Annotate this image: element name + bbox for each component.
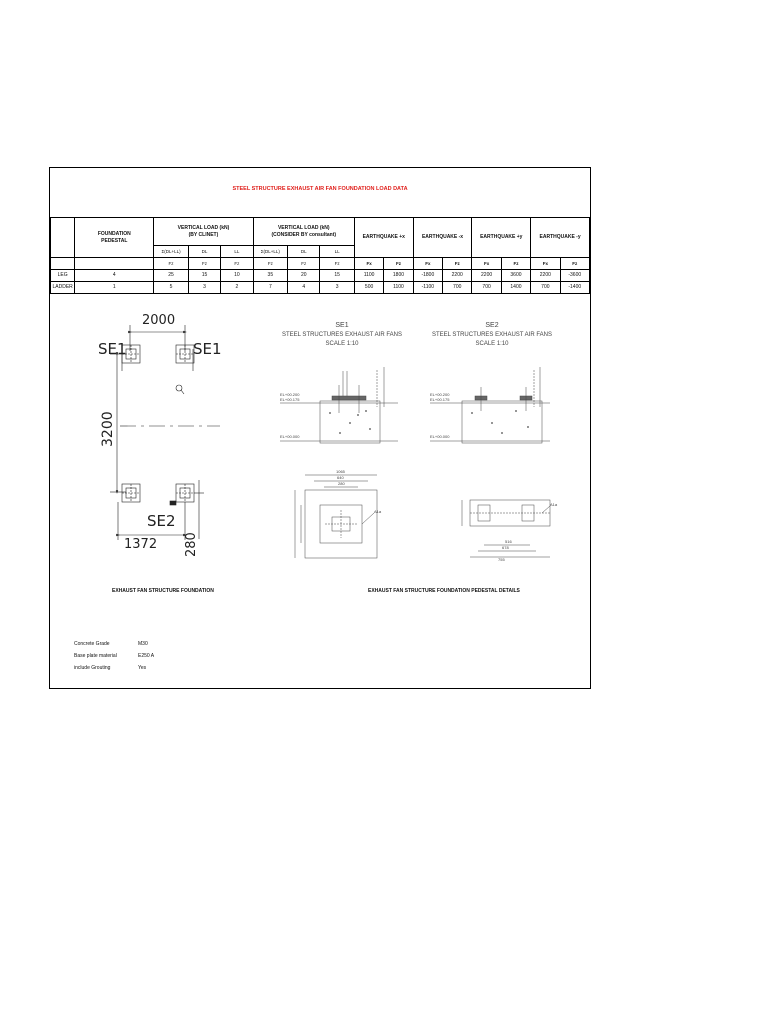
drawings-svg xyxy=(50,295,590,690)
component-cell: Fz xyxy=(288,258,320,270)
col-header-eq-plus-y: EARTHQUAKE +y xyxy=(472,218,531,258)
svg-text:EL+00.175: EL+00.175 xyxy=(280,397,300,402)
component-cell: Fx xyxy=(413,258,442,270)
component-cell: Fx xyxy=(354,258,383,270)
svg-text:A1a: A1a xyxy=(374,509,382,514)
corner-cell xyxy=(51,218,75,258)
plan-dim-top: 2000 xyxy=(142,313,176,328)
table-cell: 15 xyxy=(320,270,354,282)
detail-se2-line2: SCALE 1:10 xyxy=(475,341,509,347)
table-cell: 35 xyxy=(253,270,287,282)
table-cell: 2200 xyxy=(531,270,560,282)
table-cell: 20 xyxy=(288,270,320,282)
table-cell: 15 xyxy=(188,270,220,282)
spec-value: M30 xyxy=(138,641,148,647)
blank-cell xyxy=(51,258,75,270)
plan-dim-offset: 280 xyxy=(184,532,199,557)
spec-row xyxy=(74,662,154,674)
detail-se1-line2: SCALE 1:10 xyxy=(325,341,359,347)
svg-text:EL+00.200: EL+00.200 xyxy=(430,392,450,397)
table-cell: -1400 xyxy=(560,282,589,294)
spec-row xyxy=(74,650,154,662)
table-cell: 1 xyxy=(75,282,154,294)
plan-tag-se1-right: SE1 xyxy=(193,340,222,358)
spec-value: Yes xyxy=(138,665,147,671)
col-header-vertical-client: VERTICAL LOAD (kN) (BY CLINET) xyxy=(154,218,253,246)
col-header-eq-minus-x: EARTHQUAKE -x xyxy=(413,218,472,258)
table-cell: 700 xyxy=(443,282,472,294)
svg-text:755: 755 xyxy=(498,557,505,562)
component-cell: Fx xyxy=(472,258,501,270)
svg-text:EL+00.000: EL+00.000 xyxy=(280,434,300,439)
table-cell: 3 xyxy=(188,282,220,294)
svg-text:678: 678 xyxy=(502,545,509,550)
subheader-cell: DL xyxy=(288,246,320,258)
component-cell: Fz xyxy=(253,258,287,270)
table-cell: 2200 xyxy=(472,270,501,282)
plan-dim-side: 3200 xyxy=(100,411,116,447)
drawing-sheet xyxy=(49,167,591,689)
col-header-vertical-consultant: VERTICAL LOAD (kN) (CONSIDER BY consultant) xyxy=(253,218,354,246)
blank-cell xyxy=(75,258,154,270)
subheader-cell: Σ(DL+LL) xyxy=(253,246,287,258)
table-cell: 2 xyxy=(221,282,253,294)
title-band xyxy=(50,168,590,218)
table-cell: -3600 xyxy=(560,270,589,282)
table-cell: 3600 xyxy=(501,270,530,282)
subheader-cell: LL xyxy=(221,246,253,258)
spec-notes xyxy=(74,638,154,674)
table-cell: 500 xyxy=(354,282,383,294)
svg-text:EL+00.175: EL+00.175 xyxy=(430,397,450,402)
component-cell: Fx xyxy=(531,258,560,270)
svg-text:1065: 1065 xyxy=(336,469,345,474)
detail-se2-section xyxy=(430,322,558,562)
subheader-cell: LL xyxy=(320,246,354,258)
table-row xyxy=(51,270,590,282)
spec-value: E250 A xyxy=(138,653,155,659)
detail-se1-section xyxy=(280,322,402,558)
spec-row xyxy=(74,638,154,650)
spec-label: include Grouting xyxy=(74,665,111,671)
component-cell: Fz xyxy=(221,258,253,270)
detail-se2-line1: STEEL STRUCTURES EXHAUST AIR FANS xyxy=(431,332,553,338)
table-cell: 1400 xyxy=(501,282,530,294)
plan-tag-se2: SE2 xyxy=(147,512,176,530)
component-cell: Fz xyxy=(501,258,530,270)
component-cell: Fz xyxy=(320,258,354,270)
row-label: LADDER xyxy=(51,282,75,294)
spec-label: Concrete Grade xyxy=(74,641,110,647)
plan-caption: EXHAUST FAN STRUCTURE FOUNDATION xyxy=(112,588,214,594)
plan-view xyxy=(98,313,222,557)
component-cell: Fz xyxy=(443,258,472,270)
col-header-foundation: FOUNDATION PEDESTAL xyxy=(75,218,154,258)
table-row xyxy=(51,282,590,294)
table-cell: 10 xyxy=(221,270,253,282)
svg-text:A1a: A1a xyxy=(550,502,558,507)
table-cell: 1100 xyxy=(384,282,413,294)
table-cell: 5 xyxy=(154,282,188,294)
table-cell: 2200 xyxy=(443,270,472,282)
table-cell: 4 xyxy=(288,282,320,294)
svg-text:280: 280 xyxy=(338,481,345,486)
component-cell: Fz xyxy=(560,258,589,270)
table-cell: -1100 xyxy=(413,282,442,294)
detail-se1-line1: STEEL STRUCTURES EXHAUST AIR FANS xyxy=(281,332,403,338)
component-cell: Fz xyxy=(384,258,413,270)
col-header-eq-plus-x: EARTHQUAKE +x xyxy=(354,218,413,258)
subheader-cell: DL xyxy=(188,246,220,258)
table-cell: 700 xyxy=(472,282,501,294)
plan-dim-bottom: 1372 xyxy=(124,537,158,552)
row-label: LEG xyxy=(51,270,75,282)
table-cell: 700 xyxy=(531,282,560,294)
subheader-cell: Σ(DL+LL) xyxy=(154,246,188,258)
table-cell: 25 xyxy=(154,270,188,282)
detail-se2-tag: SE2 xyxy=(485,322,499,329)
svg-text:EL+00.000: EL+00.000 xyxy=(430,434,450,439)
component-cell: Fz xyxy=(154,258,188,270)
svg-text:EL+00.200: EL+00.200 xyxy=(280,392,300,397)
table-cell: -1800 xyxy=(413,270,442,282)
details-caption: EXHAUST FAN STRUCTURE FOUNDATION PEDESTAL DETAILS xyxy=(368,588,520,594)
component-cell: Fz xyxy=(188,258,220,270)
spec-label: Base plate material xyxy=(74,653,117,659)
svg-text:516: 516 xyxy=(505,539,512,544)
table-cell: 1800 xyxy=(384,270,413,282)
table-cell: 3 xyxy=(320,282,354,294)
col-header-eq-minus-y: EARTHQUAKE -y xyxy=(531,218,590,258)
svg-text:640: 640 xyxy=(337,475,344,480)
plan-tag-se1-left: SE1 xyxy=(98,340,127,358)
load-data-table xyxy=(50,217,590,294)
drawings-area xyxy=(50,295,590,690)
detail-se1-tag: SE1 xyxy=(335,322,349,329)
table-cell: 4 xyxy=(75,270,154,282)
table-cell: 1100 xyxy=(354,270,383,282)
table-cell: 7 xyxy=(253,282,287,294)
sheet-title: STEEL STRUCTURE EXHAUST AIR FAN FOUNDATION LOAD DATA xyxy=(232,186,408,192)
